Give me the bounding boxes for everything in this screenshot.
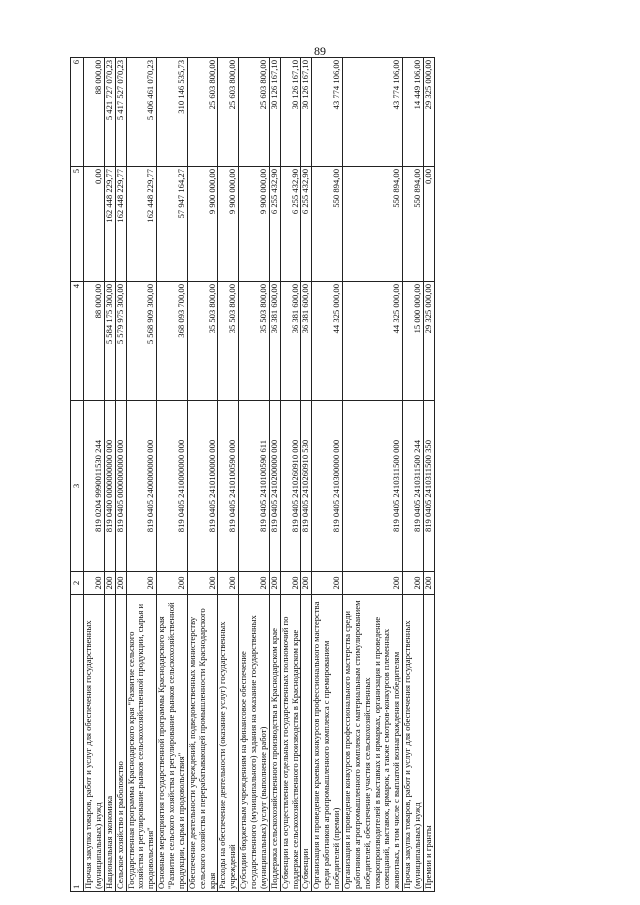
- row-name-cell: Премии и гранты: [423, 595, 434, 892]
- row-code-cell: 200: [403, 572, 424, 595]
- row-value-col4: 5 568 909 300,00: [126, 282, 157, 401]
- row-kbk-cell: 819 0405 2410100590 000: [218, 401, 239, 572]
- row-code-cell: 200: [423, 572, 434, 595]
- row-value-col6: 30 126 167,10: [301, 58, 312, 167]
- row-kbk-cell: 819 0405 2410311500 244: [403, 401, 424, 572]
- row-code-cell: 200: [239, 572, 270, 595]
- row-kbk-cell: 819 0405 2410100000 000: [187, 401, 218, 572]
- row-code-cell: 200: [280, 572, 301, 595]
- row-value-col6: 30 126 167,10: [280, 58, 301, 167]
- table-row: [280, 58, 301, 892]
- row-code-cell: 200: [104, 572, 115, 595]
- row-value-col5: 9 900 000,00: [218, 167, 239, 282]
- row-kbk-cell: 819 0405 2410260910 530: [301, 401, 312, 572]
- row-kbk-cell: 819 0405 2400000000 000: [126, 401, 157, 572]
- table-row: [239, 58, 270, 892]
- row-value-col5: 550 894,00: [342, 167, 402, 282]
- row-value-col4: 88 000,00: [84, 282, 105, 401]
- row-value-col6: 310 146 535,73: [157, 58, 188, 167]
- row-value-col5: 6 255 432,90: [301, 167, 312, 282]
- row-code-cell: 200: [126, 572, 157, 595]
- header-col-4: 4: [71, 282, 84, 401]
- table-row: [187, 58, 218, 892]
- row-value-col6: 5 417 527 070,23: [115, 58, 126, 167]
- row-value-col4: 44 325 000,00: [342, 282, 402, 401]
- row-name-cell: Субвенции: [301, 595, 312, 892]
- row-value-col5: 6 255 432,90: [269, 167, 280, 282]
- row-name-cell: Прочая закупка товаров, работ и услуг для обеспечения государственных (муниципальных) нужд: [403, 595, 424, 892]
- row-value-col5: 9 900 000,00: [187, 167, 218, 282]
- row-kbk-cell: 819 0204 9990011530 244: [84, 401, 105, 572]
- row-code-cell: 200: [342, 572, 402, 595]
- row-value-col4: 5 584 175 300,00: [104, 282, 115, 401]
- row-code-cell: 200: [218, 572, 239, 595]
- row-value-col5: 0,00: [423, 167, 434, 282]
- header-col-3: 3: [71, 401, 84, 572]
- table-body: [84, 58, 435, 892]
- table-row: [312, 58, 343, 892]
- row-value-col4: 36 381 600,00: [269, 282, 280, 401]
- row-kbk-cell: 819 0405 2410311500 000: [342, 401, 402, 572]
- row-code-cell: 200: [115, 572, 126, 595]
- row-value-col5: 162 448 229,77: [115, 167, 126, 282]
- budget-table: [70, 57, 435, 892]
- header-col-1: 1: [71, 595, 84, 892]
- row-value-col6: 29 325 000,00: [423, 58, 434, 167]
- row-name-cell: Сельское хозяйство и рыболовство: [115, 595, 126, 892]
- row-value-col6: 14 449 106,00: [403, 58, 424, 167]
- row-value-col5: 57 947 164,27: [157, 167, 188, 282]
- row-name-cell: Государственная программа Краснодарского края "Развитие сельского хозяйства и регулирование рынков сельскохозяйственной продукции, сырья и продовольствия": [126, 595, 157, 892]
- row-value-col6: 25 603 800,00: [187, 58, 218, 167]
- row-value-col6: 5 421 727 070,23: [104, 58, 115, 167]
- row-name-cell: Обеспечение деятельности учреждений, подведомственных министерству сельского хозяйства и перерабатывающей промышленности Краснодарского края: [187, 595, 218, 892]
- row-value-col4: 5 579 975 300,00: [115, 282, 126, 401]
- row-value-col4: 36 381 600,00: [280, 282, 301, 401]
- row-value-col5: 550 894,00: [403, 167, 424, 282]
- row-name-cell: Субвенции на осуществление отдельных государственных полномочий по поддержке сельскохозяйственного производства в Краснодарском крае: [280, 595, 301, 892]
- row-code-cell: 200: [187, 572, 218, 595]
- row-value-col4: 368 093 700,00: [157, 282, 188, 401]
- row-value-col4: 35 503 800,00: [218, 282, 239, 401]
- row-value-col6: 43 774 106,00: [312, 58, 343, 167]
- row-kbk-cell: 819 0405 2410311500 350: [423, 401, 434, 572]
- table-row: [218, 58, 239, 892]
- budget-table-rotated: [70, 60, 548, 892]
- row-kbk-cell: 819 0405 2410200000 000: [269, 401, 280, 572]
- row-value-col5: 6 255 432,90: [280, 167, 301, 282]
- table-row: [403, 58, 424, 892]
- header-col-2: 2: [71, 572, 84, 595]
- table-header-row: [71, 58, 84, 892]
- table-row: [157, 58, 188, 892]
- table-row: [423, 58, 434, 892]
- row-kbk-cell: 819 0405 0000000000 000: [115, 401, 126, 572]
- row-kbk-cell: 819 0400 0000000000 000: [104, 401, 115, 572]
- row-value-col6: 25 603 800,00: [218, 58, 239, 167]
- row-name-cell: Субсидии бюджетным учреждениям на финансовое обеспечение государственного (муниципального) задания на оказание государственных (муниципальных) услуг (выполнение работ): [239, 595, 270, 892]
- header-col-6: 6: [71, 58, 84, 167]
- row-kbk-cell: 819 0405 2410000000 000: [157, 401, 188, 572]
- row-value-col4: 29 325 000,00: [423, 282, 434, 401]
- row-value-col6: 30 126 167,10: [269, 58, 280, 167]
- row-name-cell: Организация и проведение конкурсов профессионального мастерства среди работников агропромышленного комплекса с материальным стимулированием победителей, обеспечение участия сельскохозяйственных товаропроизводителей в выставках и ярмарках, организация и проведение совещаний, выставок, ярмарок, а также смотров-конкурсов племенных животных, в том числе с выплатой вознаграждения победителям: [342, 595, 402, 892]
- table-row: [126, 58, 157, 892]
- table-row: [115, 58, 126, 892]
- row-value-col4: 15 000 000,00: [403, 282, 424, 401]
- row-value-col4: 35 503 800,00: [187, 282, 218, 401]
- table-row: [104, 58, 115, 892]
- row-value-col6: 25 603 800,00: [239, 58, 270, 167]
- row-value-col6: 5 406 461 070,23: [126, 58, 157, 167]
- row-kbk-cell: 819 0405 2410100590 611: [239, 401, 270, 572]
- row-value-col5: 9 900 000,00: [239, 167, 270, 282]
- row-value-col4: 36 381 600,00: [301, 282, 312, 401]
- row-value-col5: 162 448 229,77: [126, 167, 157, 282]
- table-row: [342, 58, 402, 892]
- row-name-cell: Организация и проведение краевых конкурсов профессионального мастерства среди работников агропромышленного комплекса с премированием победителей (премии): [312, 595, 343, 892]
- row-name-cell: Основные мероприятия государственной программы Краснодарского края "Развитие сельского хозяйства и регулирование рынков сельскохозяйственной продукции, сырья и продовольствия": [157, 595, 188, 892]
- table-row: [269, 58, 280, 892]
- row-name-cell: Расходы на обеспечение деятельности (оказание услуг) государственных учреждений: [218, 595, 239, 892]
- row-code-cell: 200: [157, 572, 188, 595]
- row-value-col4: 35 503 800,00: [239, 282, 270, 401]
- row-value-col5: 0,00: [84, 167, 105, 282]
- row-value-col6: 43 774 106,00: [342, 58, 402, 167]
- row-code-cell: 200: [84, 572, 105, 595]
- row-name-cell: Поддержка сельскохозяйственного производства в Краснодарском крае: [269, 595, 280, 892]
- table-row: [84, 58, 105, 892]
- row-value-col5: 162 448 229,77: [104, 167, 115, 282]
- row-kbk-cell: 819 0405 2410260910 000: [280, 401, 301, 572]
- row-code-cell: 200: [269, 572, 280, 595]
- row-code-cell: 200: [301, 572, 312, 595]
- row-kbk-cell: 819 0405 2410300000 000: [312, 401, 343, 572]
- page-number: 89: [314, 44, 326, 58]
- row-name-cell: Прочая закупка товаров, работ и услуг для обеспечения государственных (муниципальных) нужд: [84, 595, 105, 892]
- row-value-col5: 550 894,00: [312, 167, 343, 282]
- row-code-cell: 200: [312, 572, 343, 595]
- header-col-5: 5: [71, 167, 84, 282]
- row-value-col6: 88 000,00: [84, 58, 105, 167]
- table-row: [301, 58, 312, 892]
- row-name-cell: Национальная экономика: [104, 595, 115, 892]
- row-value-col4: 44 325 000,00: [312, 282, 343, 401]
